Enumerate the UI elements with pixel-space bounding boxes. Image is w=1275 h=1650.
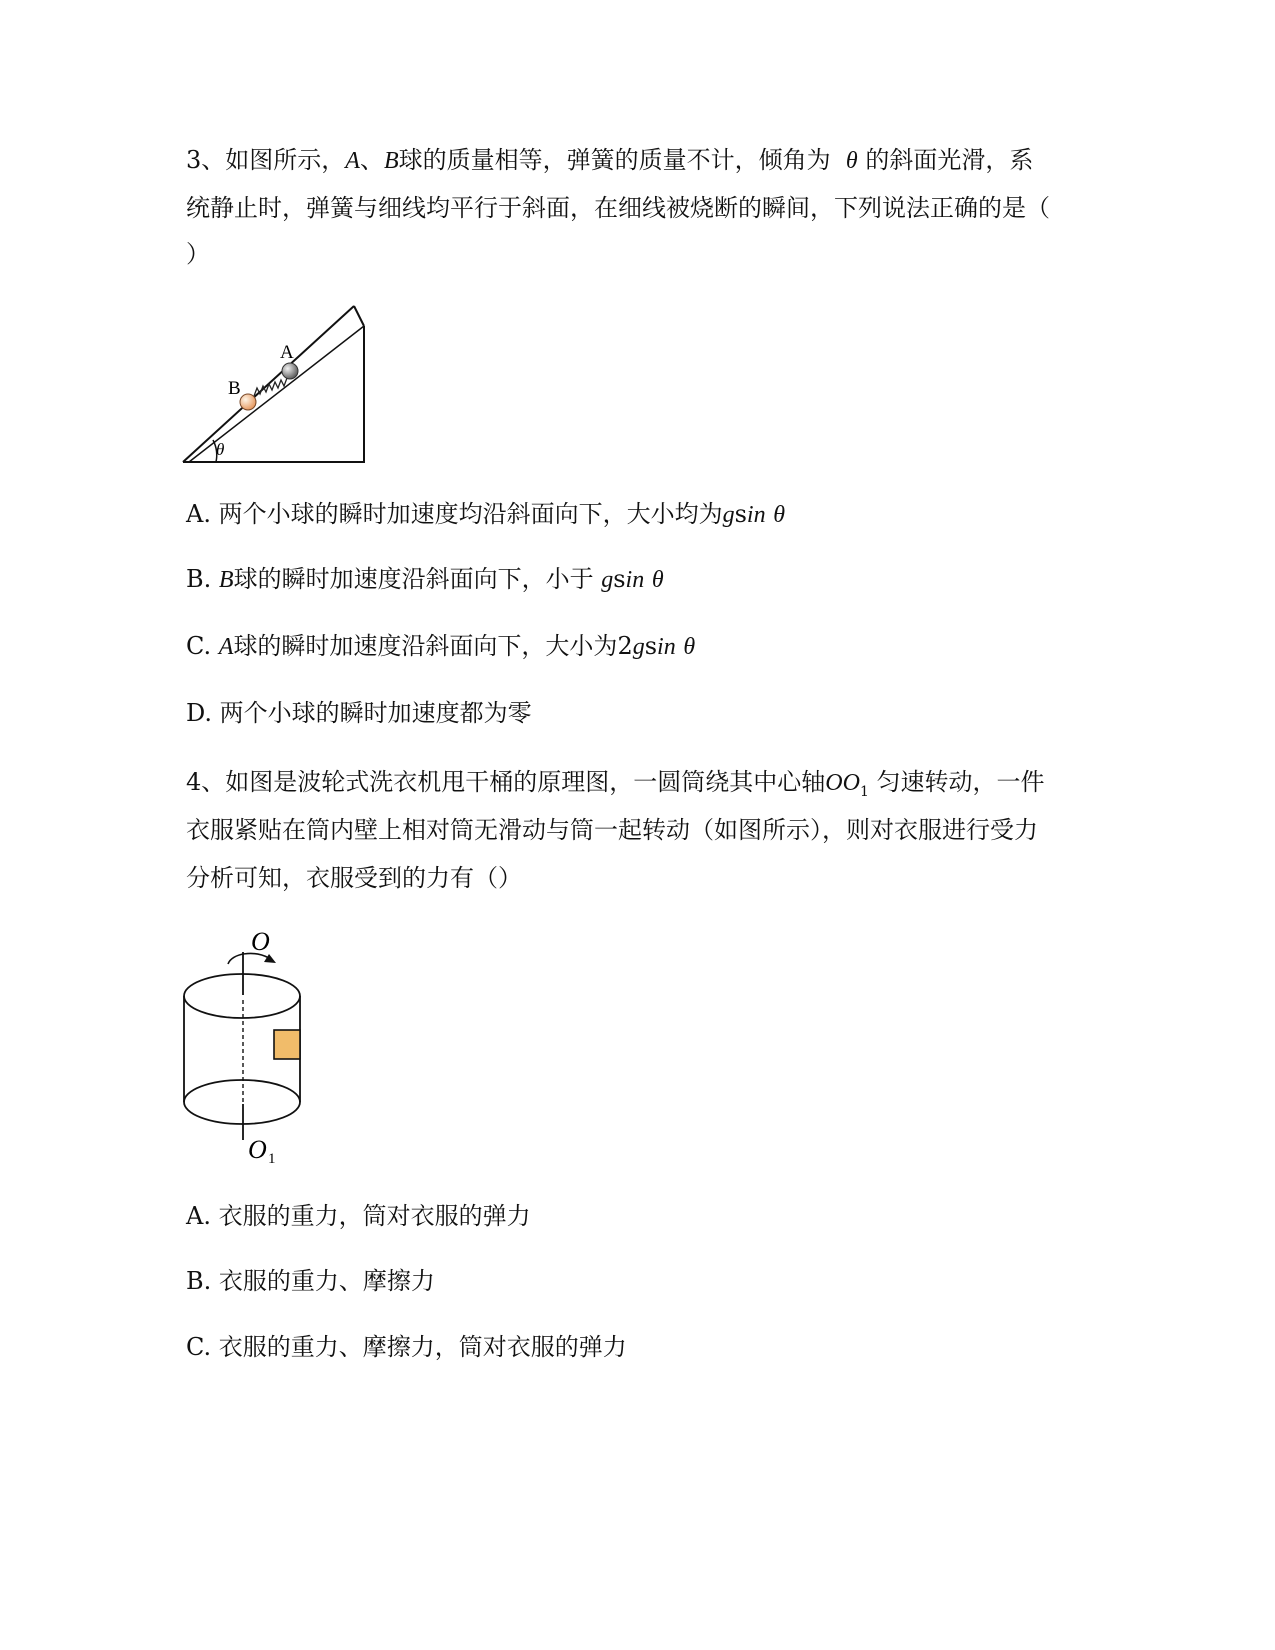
ball-a-label: A <box>280 342 294 363</box>
q4-number: 4、 <box>186 768 226 796</box>
q3-incline-figure <box>178 300 378 475</box>
drum-top <box>184 974 300 1018</box>
ball-b <box>240 394 256 410</box>
spring <box>254 376 289 396</box>
theta-label: θ <box>216 440 225 459</box>
axis-label-bottom-sub: 1 <box>268 1151 276 1167</box>
ball-a <box>282 363 298 379</box>
q3-stem-line-2: 统静止时，弹簧与细线均平行于斜面，在细线被烧断的瞬间，下列说法正确的是（ <box>186 194 1050 222</box>
q4-option-b: B. 衣服的重力、摩擦力 <box>186 1267 435 1295</box>
incline-top-edge <box>354 306 364 326</box>
q3-option-d: D. 两个小球的瞬时加速度都为零 <box>186 699 532 727</box>
q4-stem-line-2: 衣服紧贴在筒内壁上相对筒无滑动与筒一起转动（如图所示），则对衣服进行受力 <box>186 816 1038 844</box>
q3-stem-line-3: ） <box>186 240 210 268</box>
q3-option-b: B. B球的瞬时加速度沿斜面向下，小于 gsin θ <box>186 565 664 593</box>
q3-number: 3、 <box>186 146 226 174</box>
q4-drum-figure <box>176 922 321 1167</box>
axis-label-bottom: O <box>248 1135 267 1164</box>
q3-option-c: C. A球的瞬时加速度沿斜面向下，大小为2gsin θ <box>186 632 696 660</box>
cloth <box>274 1030 300 1059</box>
q4-option-a: A. 衣服的重力，筒对衣服的弹力 <box>186 1202 531 1230</box>
q3-stem-line-1: 3、如图所示，A、B球的质量相等，弹簧的质量不计，倾角为 θ 的斜面光滑，系 <box>186 146 1034 174</box>
q4-stem-line-3: 分析可知，衣服受到的力有（） <box>186 864 522 892</box>
q3-option-a: A. 两个小球的瞬时加速度均沿斜面向下，大小均为gsin θ <box>186 500 786 528</box>
axis-label-top: O <box>251 927 270 956</box>
q4-stem-line-1: 4、如图是波轮式洗衣机甩干桶的原理图，一圆筒绕其中心轴$OO_1$ 匀速转动，一件 <box>186 768 1045 800</box>
q4-option-c: C. 衣服的重力、摩擦力，筒对衣服的弹力 <box>186 1333 627 1361</box>
drum-bottom <box>184 1080 300 1124</box>
ball-b-label: B <box>228 378 241 399</box>
